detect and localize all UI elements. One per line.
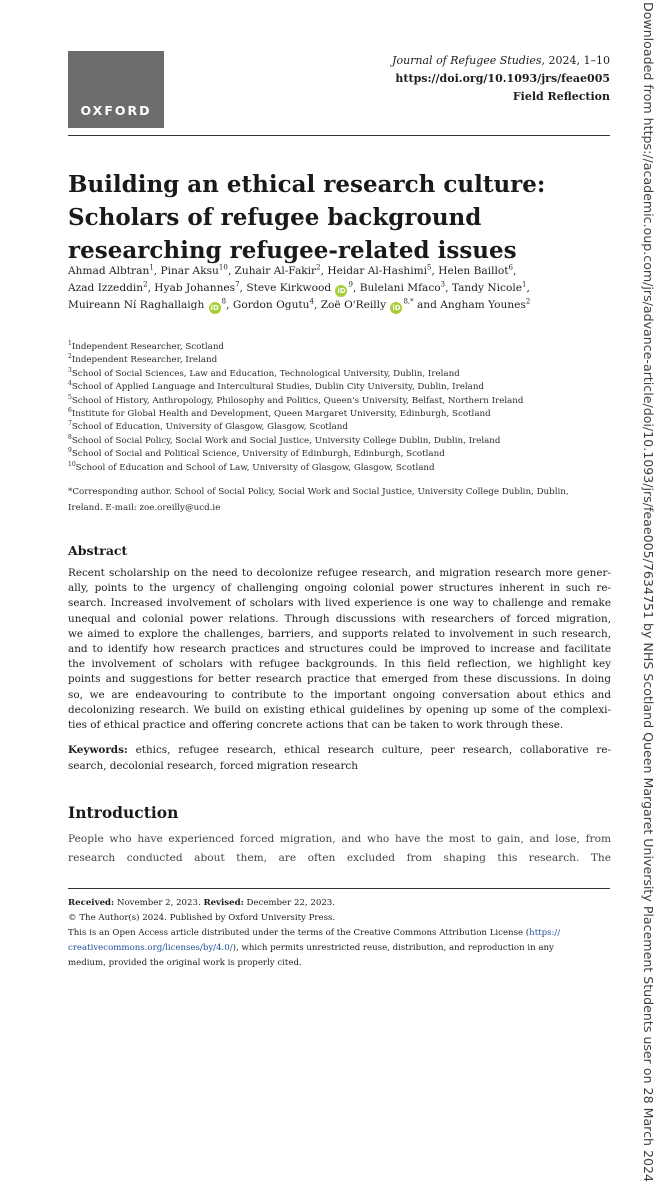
affiliation: [68, 354, 613, 367]
affiliation-number: 5: [68, 393, 72, 401]
affiliation-text: School of Social and Political Science, University of Edinburgh, Edinburgh, Scotland: [71, 449, 445, 460]
affiliation-number: 2: [68, 353, 72, 361]
doi-link[interactable]: https://doi.org/10.1093/jrs/feae005: [395, 72, 610, 85]
affiliation-marker: 2: [316, 263, 321, 272]
journal-info: [392, 52, 610, 106]
license-text: ), which permits unrestricted reuse, distribution, and reproduction in any: [232, 943, 554, 953]
abstract-line: ally, points to the urgency of challenging ongoing colonial power structures inherent in such re-: [68, 582, 611, 595]
received-label: Received:: [68, 898, 115, 908]
affiliation: [68, 341, 613, 354]
affiliation-marker: 6: [508, 263, 513, 272]
title-line: Building an ethical research culture:: [68, 171, 546, 198]
affiliation-text: School of History, Anthropology, Philosophy and Politics, Queen's University, Belfast, Northern Ireland: [71, 395, 524, 406]
author-name[interactable]: , Bulelani Mfaco: [352, 282, 441, 294]
keywords: [68, 742, 611, 774]
received-date: November 2, 2023.: [114, 898, 204, 908]
affiliation-number: 4: [68, 380, 72, 388]
author-name[interactable]: Azad Izzeddin: [68, 282, 144, 294]
affiliation-number: 9: [68, 447, 72, 455]
affiliation-marker: 8: [221, 297, 227, 306]
journal-volume-pages: , 2024, 1–10: [541, 54, 610, 67]
keywords-label: Keywords:: [68, 744, 128, 756]
author-name[interactable]: , Zuhair Al-Fakir: [227, 265, 317, 277]
affiliation-text: Independent Researcher, Ireland: [71, 355, 218, 366]
author-line: [68, 297, 613, 314]
author-name[interactable]: Muireann Ní Raghallaigh: [68, 299, 208, 311]
license-text: This is an Open Access article distributed under the terms of the Creative Commons Attribution License (: [68, 928, 530, 938]
revised-date: December 22, 2023.: [243, 898, 335, 908]
separator: ,: [512, 265, 517, 277]
affiliation-text: School of Social Sciences, Law and Education, Technological University, Dublin, Ireland: [71, 368, 460, 379]
orcid-icon[interactable]: iD: [210, 304, 219, 312]
affiliation-list: [68, 341, 613, 475]
affiliation-text: Institute for Global Health and Development, Queen Margaret University, Edinburgh, Scotland: [71, 409, 491, 420]
affiliation-text: School of Social Policy, Social Work and Social Justice, University College Dublin, Dublin, Ireland: [71, 435, 501, 446]
title-line: Scholars of refugee background: [68, 204, 482, 231]
introduction-body: [68, 830, 611, 868]
journal-citation: [392, 52, 610, 70]
affiliation-marker: 1: [149, 263, 154, 272]
affiliation: [68, 368, 613, 381]
license-line: medium, provided the original work is properly cited.: [68, 958, 302, 968]
abstract-heading: Abstract: [68, 543, 128, 558]
oxford-logo: [68, 51, 164, 128]
affiliation: [68, 395, 613, 408]
affiliation-number: 6: [68, 407, 72, 415]
oxford-logo-text: OXFORD: [80, 103, 152, 118]
license-link[interactable]: https://: [529, 928, 561, 938]
affiliation-marker: 1: [522, 280, 527, 289]
abstract-line: the involvement of scholars with refugee backgrounds. In this field reflection, we highlight key: [68, 658, 611, 671]
affiliation-marker: 7: [235, 280, 240, 289]
orcid-icon[interactable]: iD: [337, 287, 346, 295]
affiliation-marker: 8,*: [403, 297, 414, 306]
keywords-text: ethics, refugee research, ethical research culture, peer research, collaborative re-: [127, 744, 611, 756]
abstract-line: we aimed to explore the challenges, barriers, and supports related to involvement in such research,: [68, 627, 611, 640]
article-footer: [68, 896, 611, 971]
revised-label: Revised:: [203, 898, 244, 908]
affiliation-number: 7: [68, 420, 72, 428]
affiliation: [68, 381, 613, 394]
journal-name[interactable]: Journal of Refugee Studies: [392, 54, 542, 67]
author-name[interactable]: , Gordon Ogutu: [226, 299, 310, 311]
introduction-heading: Introduction: [68, 803, 179, 822]
abstract-line: so, we are endeavouring to contribute to the important ongoing conversation about ethics and: [68, 688, 611, 701]
affiliation: [68, 462, 613, 475]
affiliation-marker: 2: [525, 297, 531, 306]
corresponding-author: *Corresponding author. School of Social Policy, Social Work and Social Justice, University College Dublin, Dublin, Ireland. E-mail: zoe.oreilly@ucd.ie: [68, 487, 569, 513]
affiliation: [68, 421, 613, 434]
affiliation-text: School of Education and School of Law, University of Glasgow, Glasgow, Scotland: [75, 462, 435, 473]
affiliation-number: 10: [68, 460, 76, 468]
license-link[interactable]: creativecommons.org/licenses/by/4.0/: [68, 943, 233, 953]
keywords-line: [68, 742, 611, 758]
author-line: [68, 280, 613, 297]
title-line: researching refugee-related issues: [68, 237, 517, 264]
affiliation-text: School of Education, University of Glasgow, Glasgow, Scotland: [71, 422, 348, 433]
affiliation: [68, 408, 613, 421]
download-watermark: [638, 2, 660, 1182]
abstract-line: unequal and colonial power relations. Through discussions with researchers of forced migration,: [68, 612, 611, 625]
header-divider: [68, 135, 610, 136]
author-name[interactable]: Ahmad Albtran: [68, 265, 150, 277]
author-name[interactable]: , Hyab Johannes: [147, 282, 236, 294]
orcid-icon[interactable]: iD: [392, 304, 401, 312]
abstract-line: decolonizing research. We build on existing ethical guidelines by opening up some of the complexi-: [68, 703, 611, 716]
abstract-line: ties of ethical practice and offering concrete actions that can be taken to work through these.: [68, 719, 564, 732]
abstract-line: and to identify how research practices and structures could be improved to increase and facilitate: [68, 643, 611, 656]
affiliation-number: 3: [68, 366, 72, 374]
footer-divider: [68, 888, 610, 889]
affiliation-marker: 10: [218, 263, 228, 272]
affiliation-marker: 5: [427, 263, 432, 272]
affiliation-marker: 4: [309, 297, 314, 306]
affiliation: [68, 448, 613, 461]
affiliation-marker: 2: [143, 280, 148, 289]
author-name[interactable]: , Helen Baillot: [431, 265, 509, 277]
affiliation-text: Independent Researcher, Scotland: [71, 342, 224, 352]
introduction-line: research conducted about them, are often excluded from shaping this research. The: [68, 852, 611, 864]
author-name[interactable]: , Pinar Aksu: [153, 265, 219, 277]
affiliation: [68, 435, 613, 448]
author-line: [68, 263, 613, 280]
download-watermark-text: Downloaded from https://academic.oup.com/jrs/advance-article/doi/10.1093/jrs/feae005/7634751 by NHS Scotland Queen Margaret University Placement Students user on 28 March 2024: [641, 2, 656, 1182]
article-type: Field Reflection: [512, 90, 610, 103]
affiliation-number: 8: [68, 433, 72, 441]
author-name[interactable]: , Zoë O'Reilly: [313, 299, 390, 311]
keywords-line: search, decolonial research, forced migration research: [68, 760, 358, 772]
author-list: [68, 263, 613, 314]
abstract-line: points and suggestions for better research practice that emerged from these discussions. In doing: [68, 673, 611, 686]
abstract-body: [68, 566, 611, 733]
introduction-line: People who have experienced forced migration, and who have the most to gain, and lose, from: [68, 833, 611, 845]
abstract-line: Recent scholarship on the need to decolonize refugee research, and migration research more gener-: [68, 567, 611, 579]
affiliation-text: School of Applied Language and Intercultural Studies, Dublin City University, Dublin, Ireland: [71, 382, 484, 393]
history-dates: [68, 896, 611, 911]
license-line: [68, 926, 611, 941]
author-name[interactable]: and Angham Younes: [413, 299, 526, 311]
affiliation-number: 1: [68, 340, 72, 348]
affiliation-marker: 3: [440, 280, 446, 289]
article-title: [68, 168, 613, 267]
author-name[interactable]: , Tandy Nicole: [445, 282, 522, 294]
license-line: [68, 941, 611, 956]
separator: ,: [526, 282, 530, 294]
author-name[interactable]: , Steve Kirkwood: [239, 282, 335, 294]
abstract-line: search. Increased involvement of scholars with lived experience is one way to challenge and remake: [68, 597, 611, 610]
copyright-notice: © The Author(s) 2024. Published by Oxford University Press.: [68, 913, 336, 923]
affiliation-marker: 9: [348, 280, 353, 289]
author-name[interactable]: , Heidar Al-Hashimi: [320, 265, 428, 277]
